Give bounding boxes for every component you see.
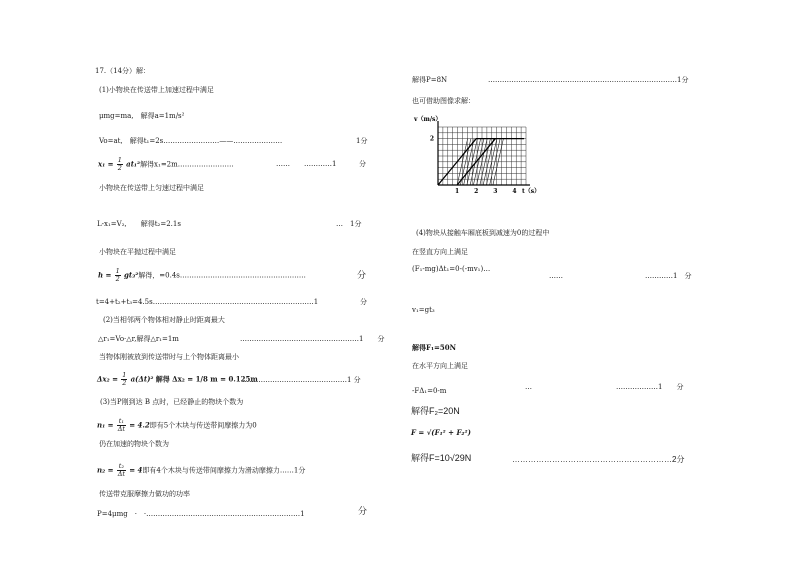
eq-horiz: -FΔ₁=0-m [412,387,447,395]
eq-n2: n₂ = $\frac{\text{t₂}}{\Delta t}$ = 4即有4个木块与传送带间摩擦力为滑动摩擦力……1分 [97,462,306,478]
final-result: 解得F=10√29N [411,453,472,463]
x-tick-label: 3 [493,188,498,195]
eq-h: h = $\frac{1}{2}$ gt₃²解得，=0.4s……………………………………………… [98,267,306,283]
res-p-mark: ………………………………………………………………………1分 [488,76,689,84]
eq-x1: x₁ = $\frac{1}{2}$ at₁²解得x₁=2m…………………… [98,156,234,172]
eq-n1: n₁ = $\frac{\text{t₁}}{\Delta t}$ = 4.2即有5个木块与传送带间摩擦力为0 [97,417,257,433]
final-mark: ……………………………………………………2分 [512,455,685,464]
eq-horiz-dots: … [525,383,532,391]
uniform-text: 小物块在传送带上匀速过程中满足 [99,184,204,192]
eq-lx-mark: … 1分 [336,220,362,228]
res-f2: 解得F₂=20N [411,406,460,416]
vertical-text: 在竖直方向上满足 [412,248,468,256]
eq-vert: (F₁-mg)Δt₁=0-(-mv₁)… [412,265,491,273]
x-tick-label: 1 [455,188,460,195]
eq-n1-tail: 即有5个木块与传送带间摩擦力为0 [149,421,257,430]
res-p: 解得P=8N [412,76,448,84]
eq-dx2-tail: 解得 Δx₂ = 1/8 m = 0.125m [155,374,258,384]
eq-vert-mark: …………1 分 [645,272,692,280]
eq-h-tail: 解得，=0.4s……………………………………………… [138,271,306,280]
mark-fen-a: 分 [359,160,366,168]
eq-x1-tail: 解得x₁=2m…………………… [140,160,234,169]
graph-intro: 也可借助图像求解： [412,97,475,105]
part3-text: (3)当P刚到达 B 点时，已经静止的物块个数为 [100,398,244,406]
eq-vy: v₁=gt₃ [412,306,435,314]
note-text: 当物体刚被放到传送带时与上个物体距离最小 [99,353,239,361]
eq-friction: μmg=ma, 解得a=1m/s² [99,112,185,120]
eq-horiz-mark: ………………1 分 [616,383,684,391]
x-tick-label: 2 [474,188,479,195]
x-axis-label: t（s） [522,188,541,195]
y-tick-label: 2 [429,135,435,143]
eq-dx2-mark: ………………………………………1 分 [242,376,361,384]
eq-vert-dots: …… [549,272,563,280]
eq-dx2: Δx₂ = $\frac{1}{2}$ a(Δt)² 解得 Δx₂ = 1/8 m = 0.125m [97,371,258,387]
res-f1: 解得F₁=50N [412,343,457,352]
part4-text: (4)物块从接触车厢底板到减速为0的过程中 [416,229,550,237]
eq-v0: Vo=at, 解得t₁=2s……………………——………………… [99,137,283,145]
power-text: 传送带克服摩擦力做功的功率 [99,490,190,498]
accel-text: 仍在加速的物块个数为 [99,440,169,448]
eq-p-mark: 分 [358,507,368,517]
velocity-time-graph [412,113,541,197]
eq-x1-dots: …… …………1 [276,160,337,168]
flat-text: 小物块在平抛过程中满足 [99,248,176,256]
eq-p: P=4μmg · ·…………………………………………………………1 [97,510,305,518]
part2-text: (2)当相邻两个物体相对静止时距离最大 [103,316,225,324]
eq-dx-mark: ……………………………………………1 分 [240,335,385,343]
eq-t-mark: 分 [360,298,367,306]
x-tick-label: 4 [512,188,517,195]
problem-heading: 17.（14分）解： [95,67,151,75]
eq-lx: L-x₁=V₂, 解得t₂=2.1s [97,220,181,228]
horizontal-text: 在水平方向上满足 [412,362,468,370]
eq-dx: △r₁=Vo·△r,解得△r₁=1m [98,335,179,343]
eq-f-magnitude: F = √(F₁² + F₂²) [411,428,471,437]
mark-1a: 1分 [356,137,368,145]
part1-intro: (1)小物块在传送带上加速过程中满足 [99,86,214,94]
eq-t: t=4+t₂+t₃=4.5s……………………………………………………………1 [96,298,319,306]
eq-h-mark: 分 [357,271,367,281]
eq-n2-tail: 即有4个木块与传送带间摩擦力为滑动摩擦力……1分 [142,466,306,475]
y-axis-label: v（m/s） [414,116,442,123]
